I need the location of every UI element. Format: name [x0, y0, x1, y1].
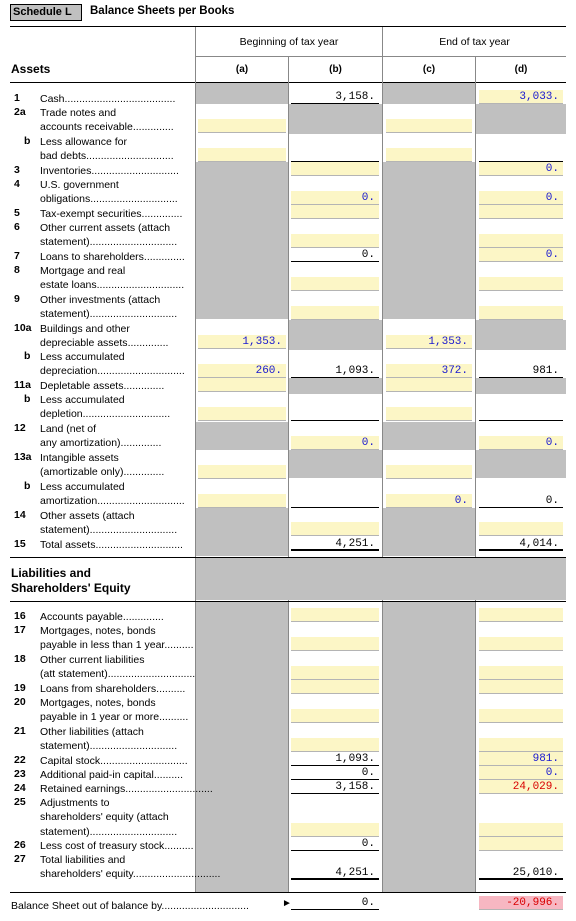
amortization-begin-net[interactable]: [291, 494, 379, 508]
amortization-begin-field[interactable]: [198, 494, 286, 508]
depletion-end-field[interactable]: [386, 407, 472, 421]
line-number: 15: [14, 538, 26, 550]
shaded-cell: [476, 104, 566, 134]
trade-notes-end-field[interactable]: [386, 119, 472, 133]
line-number: 10a: [14, 322, 32, 334]
line-label: Depletable assets..............: [40, 380, 165, 392]
col-a-heading: (a): [235, 64, 249, 75]
depletion-begin-field[interactable]: [198, 407, 286, 421]
line-number: b: [24, 350, 31, 362]
line-label: Inventories..............................: [40, 165, 179, 177]
bottom-rule: [10, 892, 566, 893]
shaded-cell: [196, 422, 288, 450]
accounts-payable-end-field[interactable]: [479, 608, 563, 622]
cash-end-amount[interactable]: 3,033.: [479, 90, 563, 104]
capital-stock-end-field[interactable]: 981.: [479, 752, 563, 766]
loans-from-sh-begin-field[interactable]: [291, 680, 379, 694]
shaded-cell: [383, 602, 475, 892]
loans-from-sh-end-field[interactable]: [479, 680, 563, 694]
apic-begin[interactable]: 0.: [291, 766, 379, 780]
other-current-liab-end-field[interactable]: [479, 666, 563, 680]
shaded-cell: [289, 450, 382, 478]
line-label: Loans from shareholders..........: [40, 683, 186, 695]
shaded-cell: [289, 320, 382, 350]
shaded-cell: [196, 602, 288, 892]
depreciation-begin-field[interactable]: 260.: [198, 364, 286, 378]
line-number: 17: [14, 624, 26, 636]
line-number: 1: [14, 92, 20, 104]
line-number: 6: [14, 221, 20, 233]
schedule-label: Schedule L: [10, 4, 82, 21]
line-label: Mortgages, notes, bonds payable in less than 1 year..........: [40, 625, 194, 652]
allowance-end-net[interactable]: [479, 148, 563, 162]
line-number: 9: [14, 293, 20, 305]
other-assets-begin-field[interactable]: [291, 522, 379, 536]
trade-notes-begin-field[interactable]: [198, 119, 286, 133]
line-label: Intangible assets (amortizable only)..............: [40, 452, 165, 479]
depreciation-begin-net[interactable]: 1,093.: [291, 364, 379, 378]
intangible-begin-field[interactable]: [198, 465, 286, 479]
line-number: 12: [14, 422, 26, 434]
line-label: Retained earnings..............................: [40, 783, 213, 795]
line-number: b: [24, 393, 31, 405]
line-number: 19: [14, 682, 26, 694]
total-liab-end[interactable]: 25,010.: [479, 866, 563, 880]
line-number: 14: [14, 509, 26, 521]
shaded-cell: [383, 162, 475, 319]
depletable-end-field[interactable]: [386, 378, 472, 392]
line-number: 22: [14, 754, 26, 766]
depletion-begin-net[interactable]: [291, 407, 379, 421]
liabilities-rule: [10, 557, 566, 558]
other-current-end-field[interactable]: [479, 234, 563, 248]
arrow-right-icon: ►: [282, 898, 292, 909]
depreciation-end-net[interactable]: 981.: [479, 364, 563, 378]
line-number: 20: [14, 696, 26, 708]
beginning-year-heading: Beginning of tax year: [239, 36, 339, 48]
line-number: 21: [14, 725, 26, 737]
line-label: Total assets..............................: [40, 539, 183, 551]
retained-earnings-begin[interactable]: 3,158.: [291, 780, 379, 794]
treasury-stock-begin[interactable]: 0.: [291, 837, 379, 851]
page-title: Balance Sheets per Books: [90, 5, 235, 17]
liabilities-rule: [10, 601, 566, 602]
line-label: Land (net of any amortization)..............: [40, 423, 162, 450]
usgov-end-field[interactable]: 0.: [479, 191, 563, 205]
other-liab-end-field[interactable]: [479, 738, 563, 752]
capital-stock-begin[interactable]: 1,093.: [291, 752, 379, 766]
shaded-cell: [383, 83, 475, 104]
shaded-cell: [196, 83, 288, 104]
line-number: 23: [14, 768, 26, 780]
line-label: Other assets (attach statement)..............................: [40, 510, 178, 537]
out-of-balance-end: -20,996.: [479, 896, 563, 910]
shaded-cell: [476, 450, 566, 478]
line-label: Trade notes and accounts receivable..............: [40, 107, 174, 134]
line-label: Adjustments to shareholders' equity (attach statement)..............................: [40, 797, 178, 838]
adjustments-end-field[interactable]: [479, 823, 563, 837]
taxexempt-begin-field[interactable]: [291, 205, 379, 219]
line-label: Cash......................................: [40, 93, 176, 105]
line-number: 24: [14, 782, 26, 794]
intangible-end-field[interactable]: [386, 465, 472, 479]
allowance-begin-field[interactable]: [198, 148, 286, 162]
line-label: Buildings and other depreciable assets..............: [40, 323, 169, 350]
allowance-begin-net[interactable]: [291, 148, 379, 162]
line-number: 3: [14, 164, 20, 176]
amortization-end-net[interactable]: 0.: [479, 494, 563, 508]
other-current-begin-field[interactable]: [291, 234, 379, 248]
taxexempt-end-field[interactable]: [479, 205, 563, 219]
line-label: U.S. government obligations..............................: [40, 179, 178, 206]
liabilities-heading: Shareholders' Equity: [11, 581, 131, 595]
out-of-balance-begin: 0.: [291, 896, 379, 910]
line-number: 11a: [14, 379, 31, 391]
accounts-payable-begin-field[interactable]: [291, 608, 379, 622]
mortgages-long-begin-field[interactable]: [291, 709, 379, 723]
shaded-cell: [196, 162, 288, 319]
line-label: Other liabilities (attach statement)..............................: [40, 726, 178, 753]
mortgage-begin-field[interactable]: [291, 277, 379, 291]
assets-heading: Assets: [11, 62, 51, 76]
allowance-end-field[interactable]: [386, 148, 472, 162]
shaded-cell: [476, 320, 566, 350]
other-invest-end-field[interactable]: [479, 306, 563, 320]
apic-end-field[interactable]: 0.: [479, 766, 563, 780]
line-label: Accounts payable..............: [40, 611, 164, 623]
shaded-cell: [476, 378, 566, 394]
total-liab-begin[interactable]: 4,251.: [291, 866, 379, 880]
treasury-stock-end-field[interactable]: [479, 837, 563, 851]
line-number: 5: [14, 207, 20, 219]
line-number: 8: [14, 264, 20, 276]
shaded-cell: [383, 422, 475, 450]
other-current-liab-begin-field[interactable]: [291, 666, 379, 680]
col-b-heading: (b): [329, 64, 342, 75]
line-number: 16: [14, 610, 26, 622]
line-number: 2a: [14, 106, 26, 118]
adjustments-begin-field[interactable]: [291, 823, 379, 837]
line-label: Other current assets (attach statement)..............................: [40, 222, 178, 249]
shaded-cell: [383, 508, 475, 556]
loans-sh-begin-amount[interactable]: 0.: [291, 248, 379, 262]
buildings-end-field[interactable]: 1,353.: [386, 335, 472, 349]
amortization-end-field[interactable]: 0.: [386, 494, 472, 508]
col-c-heading: (c): [422, 64, 436, 75]
inventories-end-field[interactable]: 0.: [479, 162, 563, 176]
header-rule: [10, 26, 566, 27]
line-label: Mortgage and real estate loans..............................: [40, 265, 185, 292]
heading-divider: [196, 56, 566, 57]
inventories-begin-field[interactable]: [291, 162, 379, 176]
line-label: Less cost of treasury stock..........: [40, 840, 194, 852]
line-label: Tax-exempt securities..............: [40, 208, 183, 220]
depletable-begin-field[interactable]: [198, 378, 286, 392]
mortgages-short-begin-field[interactable]: [291, 637, 379, 651]
line-label: Total liabilities and shareholders' equity..............................: [40, 854, 221, 881]
line-number: 13a: [14, 451, 32, 463]
loans-sh-end-field[interactable]: 0.: [479, 248, 563, 262]
retained-earnings-end-field[interactable]: 24,029.: [479, 780, 563, 794]
depreciation-end-field[interactable]: 372.: [386, 364, 472, 378]
shaded-cell: [196, 508, 288, 556]
shaded-cell: [289, 378, 382, 394]
line-number: b: [24, 135, 31, 147]
shaded-cell: [289, 104, 382, 134]
line-label: Less accumulated depletion..............................: [40, 394, 171, 421]
line-number: 7: [14, 250, 20, 262]
mortgages-long-end-field[interactable]: [479, 709, 563, 723]
line-label: Loans to shareholders..............: [40, 251, 185, 263]
line-label: Less accumulated amortization..............................: [40, 481, 185, 508]
line-label: Capital stock..............................: [40, 755, 188, 767]
land-begin-field[interactable]: 0.: [291, 436, 379, 450]
line-label: Mortgages, notes, bonds payable in 1 year or more..........: [40, 697, 189, 724]
line-number: 27: [14, 853, 26, 865]
line-label: Other investments (attach statement)..............................: [40, 294, 178, 321]
shaded-cell: [196, 558, 566, 600]
total-assets-begin[interactable]: 4,251.: [291, 537, 379, 551]
total-assets-end[interactable]: 4,014.: [479, 537, 563, 551]
usgov-begin-field[interactable]: 0.: [291, 191, 379, 205]
other-assets-end-field[interactable]: [479, 522, 563, 536]
out-of-balance-label: Balance Sheet out of balance by..............................: [11, 900, 249, 912]
line-number: 18: [14, 653, 26, 665]
line-number: 26: [14, 839, 26, 851]
other-invest-begin-field[interactable]: [291, 306, 379, 320]
line-label: Less accumulated depreciation..............................: [40, 351, 185, 378]
cash-begin-amount[interactable]: 3,158.: [291, 90, 379, 104]
other-liab-begin-field[interactable]: [291, 738, 379, 752]
mortgage-end-field[interactable]: [479, 277, 563, 291]
col-d-heading: (d): [514, 64, 528, 75]
line-label: Other current liabilities (att statement)..............................: [40, 654, 196, 681]
land-end-field[interactable]: 0.: [479, 436, 563, 450]
buildings-begin-field[interactable]: 1,353.: [198, 335, 286, 349]
line-number: b: [24, 480, 31, 492]
end-year-heading: End of tax year: [439, 36, 510, 48]
line-number: 25: [14, 796, 26, 808]
line-label: Less allowance for bad debts..............................: [40, 136, 174, 163]
liabilities-heading: Liabilities and: [11, 566, 92, 580]
line-number: 4: [14, 178, 20, 190]
mortgages-short-end-field[interactable]: [479, 637, 563, 651]
depletion-end-net[interactable]: [479, 407, 563, 421]
line-label: Additional paid-in capital..........: [40, 769, 184, 781]
